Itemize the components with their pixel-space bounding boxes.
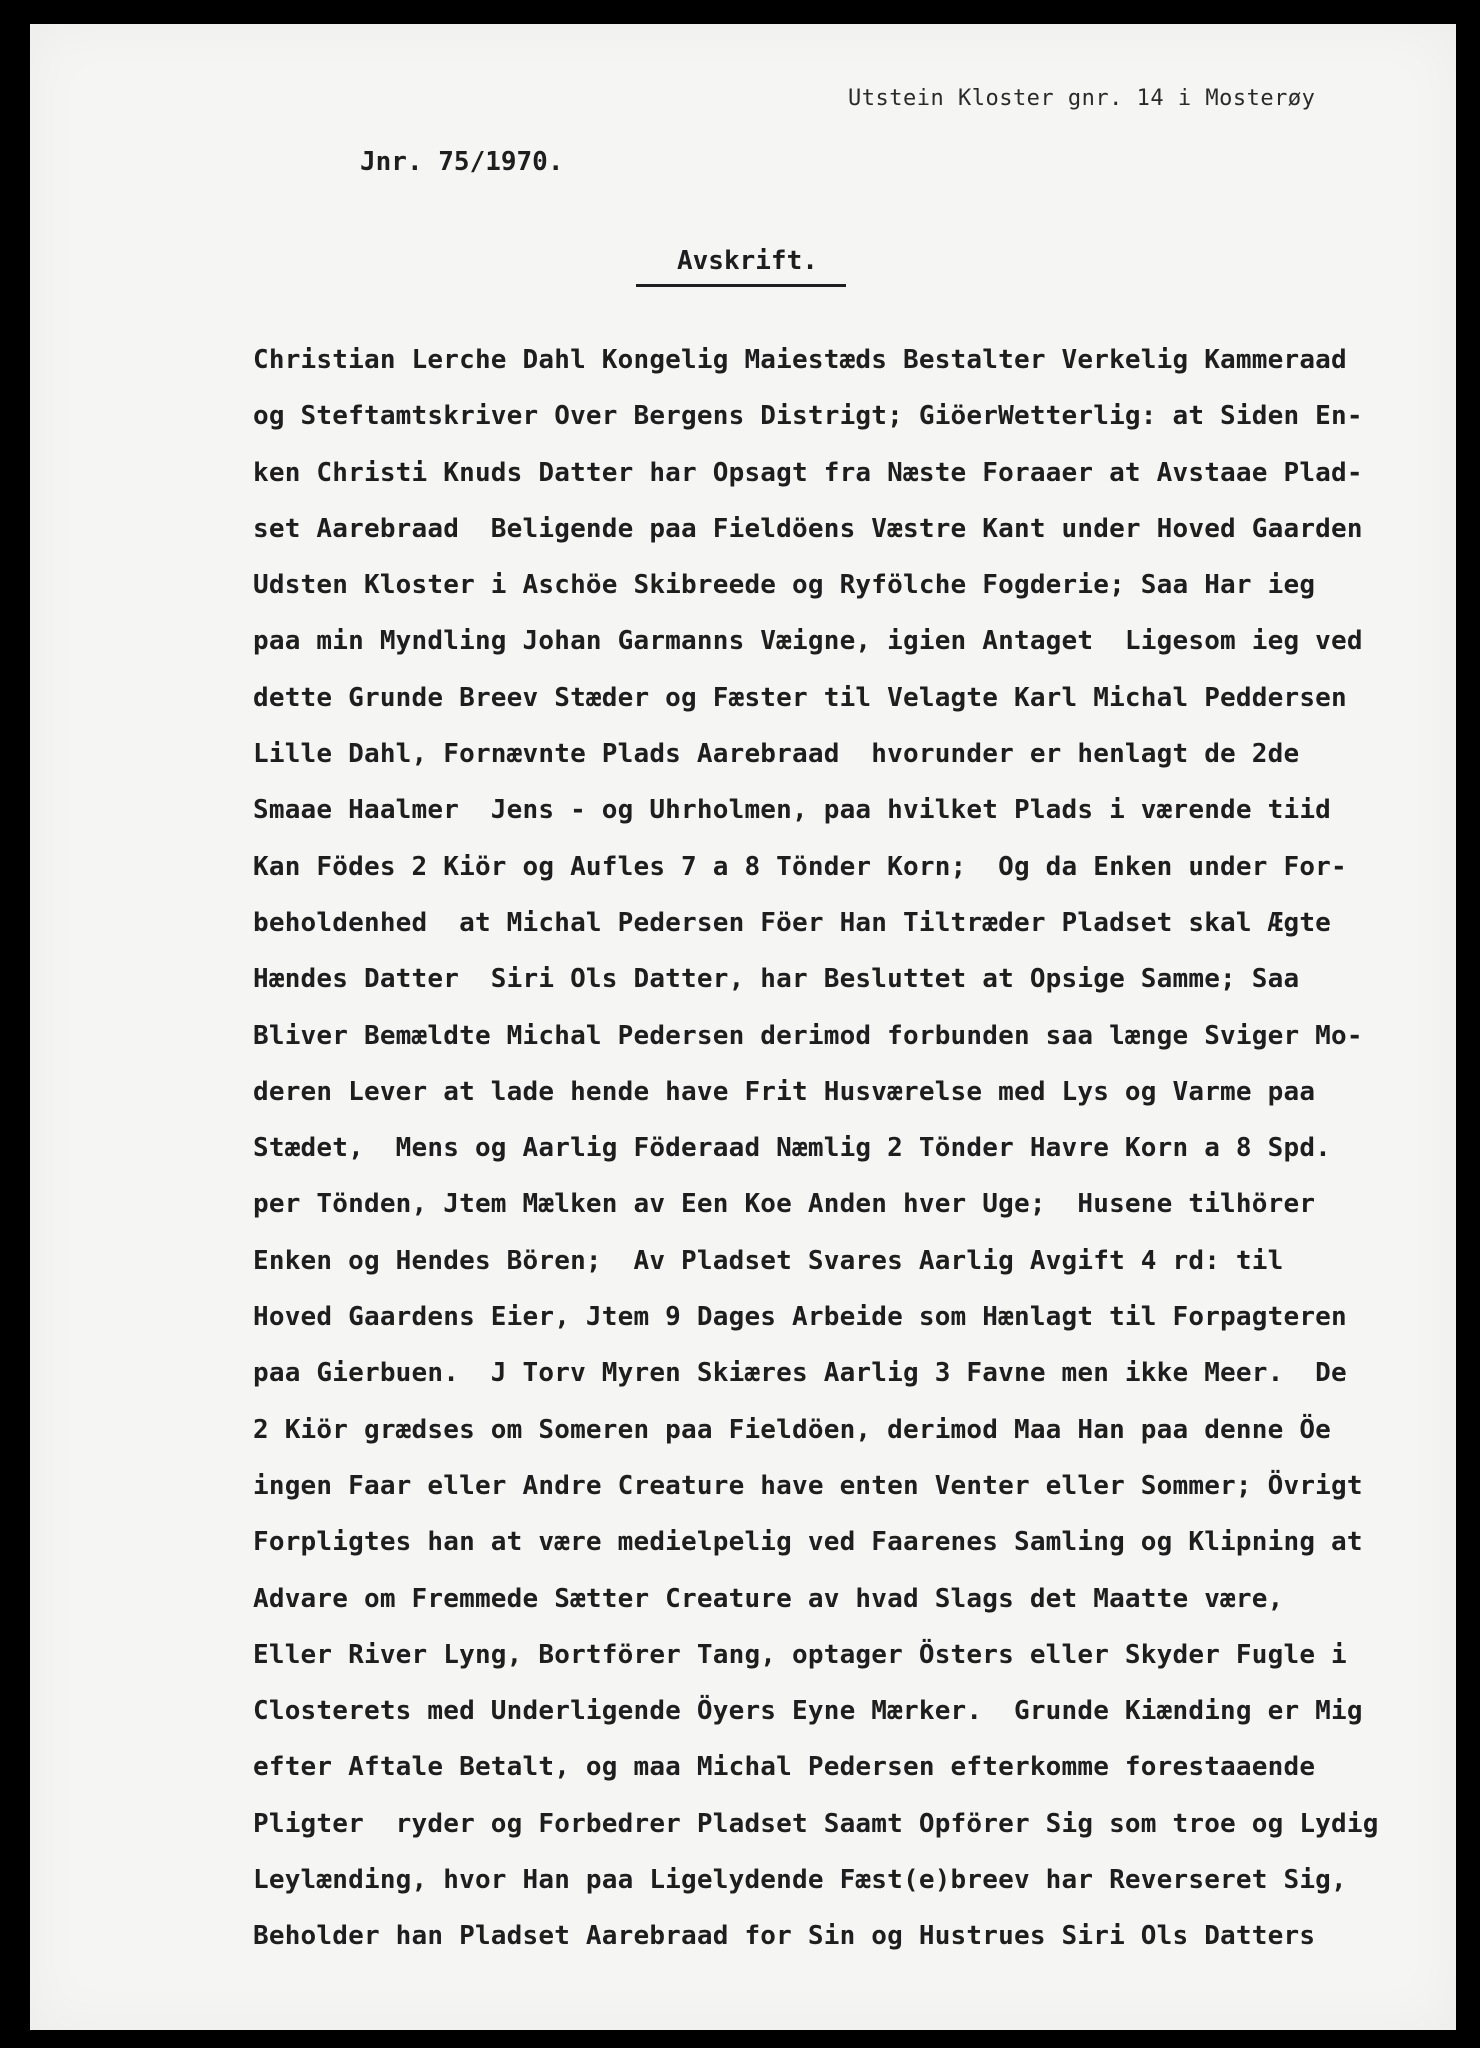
text-line: Kan Födes 2 Kiör og Aufles 7 a 8 Tönder Korn; Og da Enken under For- [253, 851, 1347, 882]
text-line: ingen Faar eller Andre Creature have enten Venter eller Sommer; Övrigt [253, 1470, 1363, 1501]
text-line: Hændes Datter Siri Ols Datter, har Besluttet at Opsige Samme; Saa [253, 964, 1300, 995]
archive-header: Utstein Kloster gnr. 14 i Mosterøy [848, 86, 1316, 111]
text-line: Beholder han Pladset Aarebraad for Sin og Hustrues Siri Ols Datters [253, 1921, 1316, 1952]
text-line: set Aarebraad Beligende paa Fieldöens Væstre Kant under Hoved Gaarden [253, 513, 1363, 544]
text-line: Forpligtes han at være medielpelig ved Faarenes Samling og Klipning at [253, 1527, 1363, 1558]
journal-number: Jnr. 75/1970. [360, 147, 564, 177]
text-line: Closterets med Underligende Öyers Eyne Mærker. Grunde Kiænding er Mig [253, 1696, 1363, 1727]
text-line: Lille Dahl, Fornævnte Plads Aarebraad hvorunder er henlagt de 2de [253, 739, 1300, 770]
text-line: dette Grunde Breev Stæder og Fæster til Velagte Karl Michal Peddersen [253, 682, 1347, 713]
text-line: per Tönden, Jtem Mælken av Een Koe Anden hver Uge; Husene tilhörer [253, 1189, 1316, 1220]
text-line: deren Lever at lade hende have Frit Husværelse med Lys og Varme paa [253, 1076, 1316, 1107]
body-text [253, 340, 1463, 1973]
text-line: Udsten Kloster i Aschöe Skibreede og Ryfölche Fogderie; Saa Har ieg [253, 570, 1316, 601]
text-line: paa min Myndling Johan Garmanns Væigne, igien Antaget Ligesom ieg ved [253, 626, 1363, 657]
text-line: efter Aftale Betalt, og maa Michal Pedersen efterkomme forestaaende [253, 1752, 1316, 1783]
text-line: Eller River Lyng, Bortförer Tang, optager Östers eller Skyder Fugle i [253, 1639, 1347, 1670]
document-title: Avskrift. [677, 246, 818, 276]
text-line: Bliver Bemældte Michal Pedersen derimod forbunden saa længe Sviger Mo- [253, 1020, 1363, 1051]
text-line: 2 Kiör grædses om Someren paa Fieldöen, derimod Maa Han paa denne Öe [253, 1414, 1332, 1445]
document-page [30, 24, 1456, 2030]
text-line: Advare om Fremmede Sætter Creature av hvad Slags det Maatte være, [253, 1583, 1284, 1614]
text-line: Smaae Haalmer Jens - og Uhrholmen, paa hvilket Plads i værende tiid [253, 795, 1332, 826]
title-underline [636, 284, 846, 287]
text-line: og Steftamtskriver Over Bergens Distrigt; GiöerWetterlig: at Siden En- [253, 401, 1363, 432]
text-line: Pligter ryder og Forbedrer Pladset Saamt Opförer Sig som troe og Lydig [253, 1808, 1379, 1839]
text-line: ken Christi Knuds Datter har Opsagt fra Næste Foraaer at Avstaae Plad- [253, 457, 1363, 488]
text-line: Stædet, Mens og Aarlig Föderaad Næmlig 2 Tönder Havre Korn a 8 Spd. [253, 1133, 1332, 1164]
text-line: Enken og Hendes Bören; Av Pladset Svares Aarlig Avgift 4 rd: til [253, 1245, 1284, 1276]
text-line: Hoved Gaardens Eier, Jtem 9 Dages Arbeide som Hænlagt til Forpagteren [253, 1302, 1347, 1333]
text-line: paa Gierbuen. J Torv Myren Skiæres Aarlig 3 Favne men ikke Meer. De [253, 1358, 1347, 1389]
text-line: Leylænding, hvor Han paa Ligelydende Fæst(e)breev har Reverseret Sig, [253, 1865, 1347, 1896]
text-line: beholdenhed at Michal Pedersen Föer Han Tiltræder Pladset skal Ægte [253, 907, 1332, 938]
text-line: Christian Lerche Dahl Kongelig Maiestæds Bestalter Verkelig Kammeraad [253, 345, 1347, 375]
